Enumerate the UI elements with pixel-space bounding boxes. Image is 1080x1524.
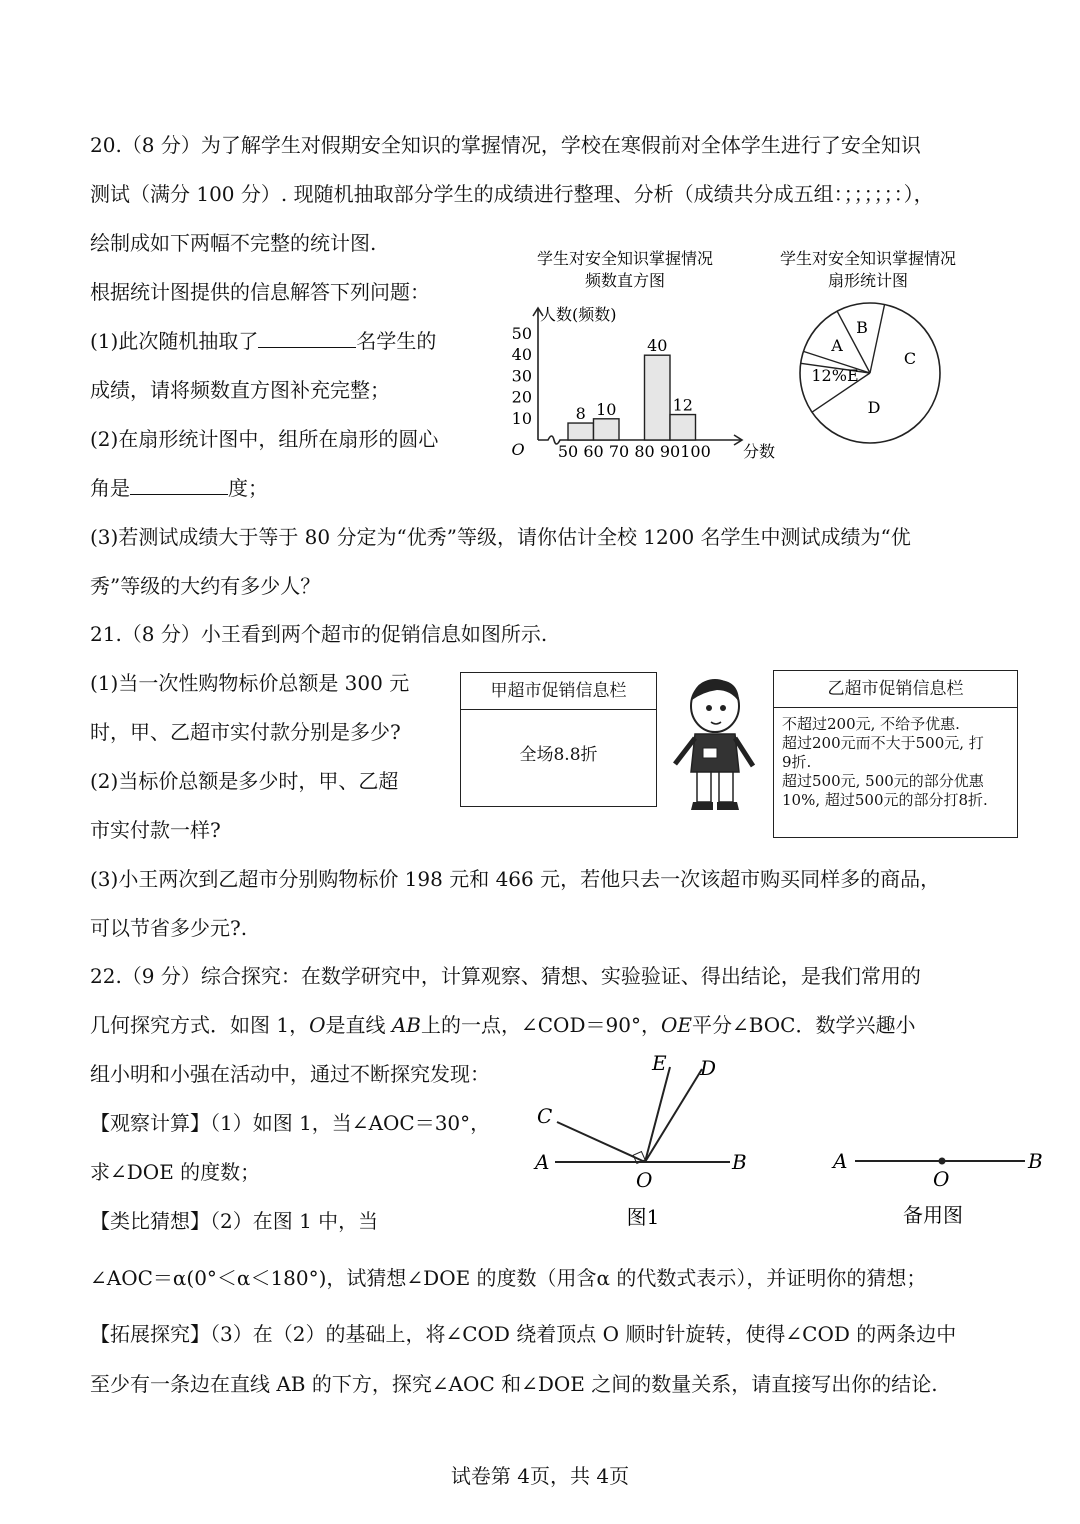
pie-slice-label: A — [831, 336, 843, 355]
q20-part1-text: (1)此次随机抽取了 — [90, 329, 259, 353]
q22-ray-oe: OE — [660, 1013, 692, 1037]
bar-value-label: 8 — [575, 404, 586, 424]
fig1-label-a: A — [535, 1150, 550, 1174]
pie-title: 学生对安全知识掌握情况 — [779, 249, 957, 268]
q20-line1: 20.（8 分）为了解学生对假期安全知识的掌握情况，学校在寒假前对全体学生进行了安全知识 — [90, 133, 921, 157]
q22-line1: 22.（9 分）综合探究：在数学研究中，计算观察、猜想、实验验证、得出结论，是我们常用的 — [90, 964, 921, 988]
q21-part3: (3)小王两次到乙超市分别购物标价 198 元和 466 元，若他只去一次该超市购买同样多的商品， — [90, 867, 941, 891]
fig1-label-c: C — [537, 1104, 553, 1128]
q22-point-o: O — [309, 1013, 326, 1037]
supermarket-b-rules — [774, 708, 1017, 810]
histogram-bar — [645, 355, 671, 440]
rule-line: 不超过200元, 不给予优惠. — [782, 715, 960, 733]
bar-value-label: 10 — [596, 399, 617, 419]
supermarket-a-promo-box — [460, 672, 657, 807]
q22-observe-2: 求∠DOE 的度数； — [90, 1160, 261, 1184]
q20-part1 — [90, 329, 436, 353]
q22-line2-text: 几何探究方式．如图 1， — [90, 1013, 310, 1037]
rule-line: 超过200元而不大于500元, 打 — [782, 734, 984, 752]
bar-value-label: 40 — [647, 336, 668, 356]
q22-extend-2: 至少有一条边在直线 AB 的下方，探究∠AOC 和∠DOE 之间的数量关系，请直接写出你的结论. — [90, 1372, 938, 1396]
fig2-label-b: B — [1028, 1149, 1043, 1173]
q22-line2-text: 是直线 — [325, 1013, 386, 1037]
supermarket-a-text: 全场8.8折 — [519, 745, 598, 765]
supermarket-a-title: 甲超市促销信息栏 — [461, 673, 656, 710]
pie-slice-label: D — [867, 398, 881, 417]
q22-analogy-2: ∠AOC＝α(0°＜α＜180°)，试猜想∠DOE 的度数（用含α 的代数式表示），并证明你的猜想； — [90, 1266, 927, 1290]
q22-line2 — [90, 1013, 915, 1037]
fig1-label-e: E — [652, 1051, 667, 1075]
answer-blank[interactable] — [130, 476, 228, 495]
page-footer: 试卷第 4页，共 4页 — [450, 1464, 630, 1488]
q21-part2: (2)当标价总额是多少时，甲、乙超 — [90, 769, 399, 793]
rule-line: 10%, 超过500元的部分打8折. — [782, 791, 988, 809]
q22-extend-1: 【拓展探究】（3）在（2）的基础上，将∠COD 绕着顶点 O 顺时针旋转，使得∠COD 的两条边中 — [90, 1322, 957, 1346]
q20-part2-cont — [90, 476, 268, 500]
q21-part1: (1)当一次性购物标价总额是 300 元 — [90, 671, 410, 695]
y-tick-label: 30 — [511, 366, 532, 386]
q22-line-ab: AB — [391, 1013, 421, 1037]
x-tick-label: 60 — [583, 442, 604, 461]
q22-line2-text: 平分∠BOC．数学兴趣小 — [691, 1013, 916, 1037]
y-tick-label: 20 — [511, 387, 532, 407]
q20-part3: (3)若测试成绩大于等于 80 分定为“优秀”等级，请你估计全校 1200 名学生中测试成绩为“优 — [90, 525, 911, 549]
y-tick-label: 40 — [511, 345, 532, 365]
histogram-bar — [594, 419, 620, 440]
q20-line3: 绘制成如下两幅不完整的统计图. — [90, 231, 377, 255]
x-tick-label: 80 — [634, 442, 655, 461]
fig2-caption: 备用图 — [903, 1203, 963, 1227]
supermarket-b-title: 乙超市促销信息栏 — [774, 671, 1017, 708]
fig1-label-b: B — [732, 1150, 747, 1174]
y-tick-label: 10 — [511, 408, 532, 428]
q22-line2-text: 上的一点，∠COD＝90°， — [421, 1013, 661, 1037]
q22-analogy-1: 【类比猜想】（2）在图 1 中，当 — [90, 1209, 379, 1233]
geometry-figure-backup — [825, 1140, 1055, 1235]
y-tick-label: 50 — [511, 324, 532, 343]
q22-line3: 组小明和小强在活动中，通过不断探究发现： — [90, 1062, 490, 1086]
pie-subtitle: 扇形统计图 — [827, 271, 909, 290]
x-axis-label: 分数 — [743, 442, 776, 461]
x-tick-label: 90 — [659, 442, 681, 461]
histogram-bar — [670, 415, 696, 440]
hist-subtitle: 频数直方图 — [584, 271, 666, 290]
origin-label: O — [511, 440, 525, 459]
q20-line2: 测试（满分 100 分）. 现随机抽取部分学生的成绩进行整理、分析（成绩共分成五组：；；；；；：）， — [90, 182, 934, 206]
x-tick-label: 70 — [608, 442, 630, 461]
fig2-label-a: A — [833, 1149, 848, 1173]
y-axis-label: 人数(频数) — [540, 305, 617, 324]
geometry-figure-1 — [525, 1045, 765, 1235]
pie-slice-label: B — [856, 318, 868, 337]
q21-line1: 21.（8 分）小王看到两个超市的促销信息如图所示. — [90, 622, 548, 646]
q20-part2-text: 角是 — [90, 476, 130, 500]
fig1-label-o: O — [636, 1168, 653, 1192]
pie-slice-label: 12%E — [811, 366, 859, 385]
boy-illustration — [665, 676, 765, 816]
q20-part1-text2: 名学生的 — [356, 329, 437, 353]
q21-part2-cont: 市实付款一样? — [90, 818, 221, 842]
frequency-histogram — [490, 240, 780, 475]
rule-line: 超过500元, 500元的部分优惠 — [782, 772, 984, 790]
q20-line4: 根据统计图提供的信息解答下列问题： — [90, 280, 430, 304]
q21-part1-cont: 时，甲、乙超市实付款分别是多少? — [90, 720, 401, 744]
bar-value-label: 12 — [672, 395, 693, 415]
q21-part3-cont: 可以节省多少元?. — [90, 916, 248, 940]
q20-part2-text2: 度； — [228, 476, 268, 500]
fig1-caption: 图1 — [626, 1205, 660, 1229]
rule-line: 9折. — [782, 753, 812, 771]
answer-blank[interactable] — [258, 329, 356, 348]
q20-part3-cont: 秀”等级的大约有多少人？ — [90, 574, 321, 598]
q20-part1-cont: 成绩，请将频数直方图补充完整； — [90, 378, 390, 402]
fig1-label-d: D — [700, 1056, 717, 1080]
pie-chart — [760, 240, 990, 470]
x-tick-label: 100 — [680, 442, 711, 461]
x-tick-label: 50 — [557, 442, 579, 461]
pie-slice-label: C — [903, 349, 917, 368]
hist-title: 学生对安全知识掌握情况 — [536, 249, 714, 268]
supermarket-b-promo-box — [773, 670, 1018, 838]
q22-observe-1: 【观察计算】（1）如图 1，当∠AOC＝30°， — [90, 1111, 491, 1135]
fig2-label-o: O — [933, 1167, 950, 1191]
histogram-bar — [568, 423, 594, 440]
q20-part2: (2)在扇形统计图中，组所在扇形的圆心 — [90, 427, 439, 451]
